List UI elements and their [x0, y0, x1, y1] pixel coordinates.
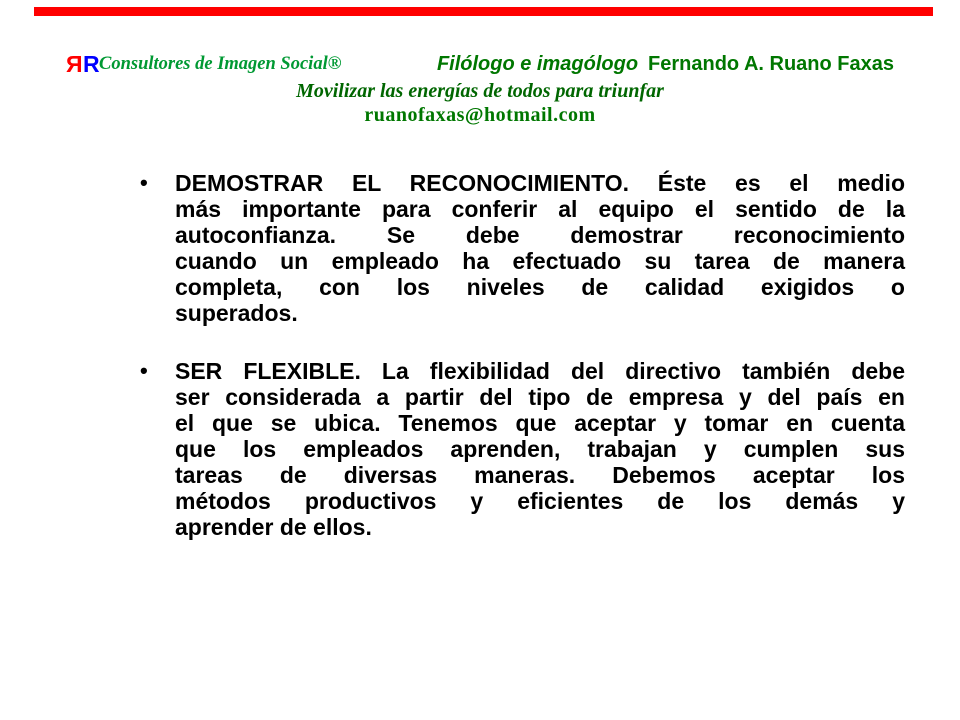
logo-letter-ya: Я	[66, 51, 84, 77]
bullet-dot-icon: •	[140, 170, 148, 195]
bullet1-line3: autoconfianza. Se debe demostrar reconocimiento	[175, 222, 905, 248]
bullet1-line2: más importante para conferir al equipo el sentido de la	[175, 196, 905, 222]
contact-email: ruanofaxas@hotmail.com	[364, 104, 596, 126]
author-header	[437, 51, 894, 77]
bullet2-line1: SER FLEXIBLE. La flexibilidad del directivo también debe	[175, 358, 905, 384]
brand-logo	[66, 51, 100, 77]
bullet-list	[138, 170, 905, 540]
bullet1-line6: superados.	[175, 300, 298, 326]
brand-name: Consultores de Imagen Social®	[99, 54, 342, 74]
bullet1-line4: cuando un empleado ha efectuado su tarea de manera	[175, 248, 905, 274]
author-name: Fernando A. Ruano Faxas	[648, 53, 894, 75]
bullet-item-1	[138, 170, 905, 326]
bullet-item-2	[138, 358, 905, 540]
bullet2-line3: el que se ubica. Tenemos que aceptar y tomar en cuenta	[175, 410, 905, 436]
bullet1-line1: DEMOSTRAR EL RECONOCIMIENTO. Éste es el medio	[175, 170, 905, 196]
logo-letter-r: R	[83, 51, 101, 77]
bullet2-line5: tareas de diversas maneras. Debemos aceptar los	[175, 462, 905, 488]
bullet2-line4: que los empleados aprenden, trabajan y cumplen sus	[175, 436, 905, 462]
author-profession: Filólogo e imagólogo	[436, 53, 639, 75]
top-red-rule	[34, 7, 933, 16]
bullet2-line6: métodos productivos y eficientes de los demás y	[175, 488, 905, 514]
bullet1-line5: completa, con los niveles de calidad exigidos o	[175, 274, 905, 300]
bullet2-line2: ser considerada a partir del tipo de empresa y del país en	[175, 384, 905, 410]
bullet2-line7: aprender de ellos.	[175, 514, 372, 540]
slide-motto: Movilizar las energías de todos para triunfar	[296, 80, 664, 102]
header-row	[0, 51, 960, 77]
bullet-dot-icon: •	[140, 358, 148, 383]
